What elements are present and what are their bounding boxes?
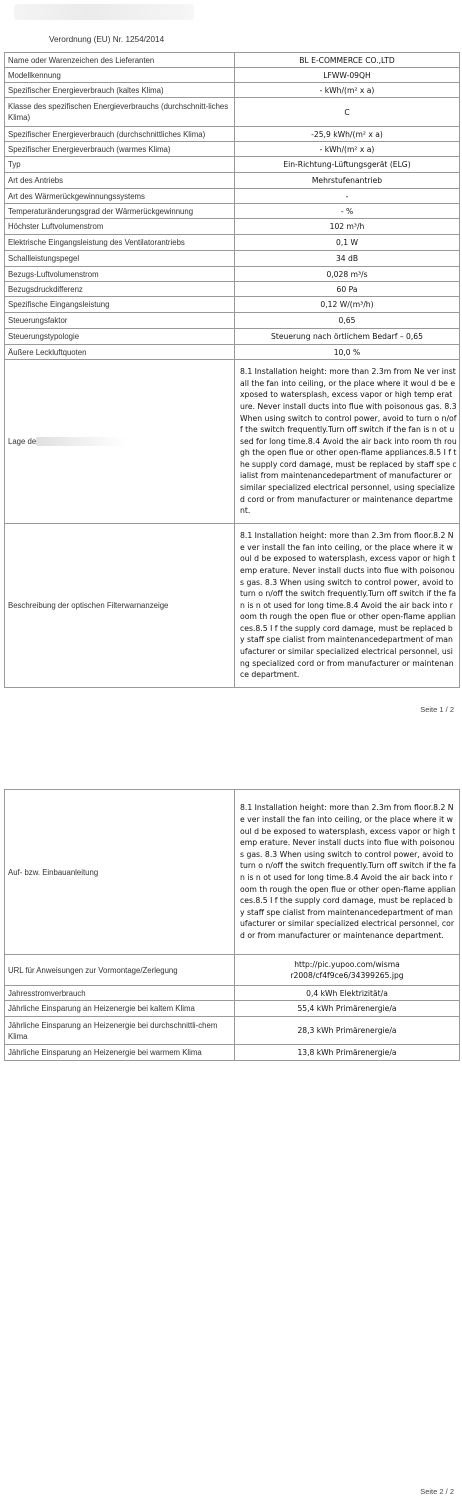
- row-value: Steuerung nach örtlichem Bedarf – 0,65: [235, 329, 460, 345]
- row-label: Schallleistungspegel: [5, 251, 235, 267]
- row-label: Spezifischer Energieverbrauch (warmes Klima): [5, 142, 235, 157]
- row-value: BL E-COMMERCE CO.,LTD: [235, 53, 460, 68]
- row-value: LFWW-09QH: [235, 68, 460, 83]
- row-label: Jährliche Einsparung an Heizenergie bei kaltem Klima: [5, 1001, 235, 1017]
- row-value: 10,0 %: [235, 345, 460, 360]
- table-row: [5, 127, 460, 142]
- row-label: Jährliche Einsparung an Heizenergie bei warmem Klima: [5, 1045, 235, 1061]
- row-label: Steuerungstypologie: [5, 329, 235, 345]
- page-number-2: Seite 2 / 2: [420, 1487, 454, 1496]
- row-value: 55,4 kWh Primärenergie/a: [235, 1001, 460, 1017]
- row-value: - kWh/(m² x a): [235, 142, 460, 157]
- table-row: [5, 83, 460, 98]
- row-label: Klasse des spezifischen Energieverbrauchs (durchschnitt-liches Klima): [5, 98, 235, 127]
- row-value: 0,12 W/(m³/h): [235, 297, 460, 313]
- table-row: [5, 98, 460, 127]
- table-row: [5, 345, 460, 360]
- row-value: -: [235, 189, 460, 204]
- table-row: [5, 68, 460, 83]
- installation-text: 8.1 Installation height: more than 2.3m from floor.8.2 Ne ver install the fan into ceiling, or the place where it woul d be exposed to watersplash, excess vapor or high temp erature. Never install ducts into flue with poisonous gas. 8.3 When using switch to control power, avoid to turn o n/off the switch frequently.Turn off switch if the fan is n ot used for long time.8.4 Avoid the air back into room th rough the open flue or other open-flame appliances.8.5 I f the supply cord damage, must be replaced by staff spe cialist from maintenancedepartment of manufacturer or similar specialized electrical personnel, cord or from manufacturer or maintenance department.: [235, 790, 460, 955]
- row-value: 0,4 kWh Elektrizität/a: [235, 986, 460, 1001]
- table-row-url: [5, 955, 460, 986]
- table-row: [5, 53, 460, 68]
- row-label: Art des Antriebs: [5, 173, 235, 189]
- table-row-location: [5, 360, 460, 524]
- row-value: Mehrstufenantrieb: [235, 173, 460, 189]
- row-label: Art des Wärmerückgewinnungssystems: [5, 189, 235, 204]
- row-label: Bezugs-Luftvolumenstrom: [5, 267, 235, 282]
- location-label: Lage de: [8, 437, 37, 446]
- table-row: [5, 282, 460, 297]
- table-row: [5, 204, 460, 219]
- row-label: Elektrische Eingangsleistung des Ventilatorantriebs: [5, 235, 235, 251]
- row-value: 28,3 kWh Primärenergie/a: [235, 1017, 460, 1045]
- row-label: Spezifische Eingangsleistung: [5, 297, 235, 313]
- table-row: [5, 142, 460, 157]
- energy-label-table-page2: [4, 789, 460, 1061]
- row-label: Jahresstromverbrauch: [5, 986, 235, 1001]
- table-row: [5, 173, 460, 189]
- location-cell: [5, 360, 235, 524]
- row-label: Spezifischer Energieverbrauch (durchschnittliches Klima): [5, 127, 235, 142]
- header-logo-blur: [14, 4, 194, 20]
- row-label: Name oder Warenzeichen des Lieferanten: [5, 53, 235, 68]
- table-row: [5, 297, 460, 313]
- row-label: Höchster Luftvolumenstrom: [5, 219, 235, 235]
- row-label: Jährliche Einsparung an Heizenergie bei durchschnittli-chem Klima: [5, 1017, 235, 1045]
- location-text: 8.1 Installation height: more than 2.3m from Ne ver install the fan into ceiling, or the place where it woul d be exposed to watersplash, excess vapor or high temp erature. Never install ducts into flue with poisonous gas. 8.3 When using switch to control power, avoid to turn o n/off the switch frequently.Turn off switch if the fan is n ot used for long time.8.4 Avoid the air back into room th rough the open flue or other open-flame appliances.8.5 I f the supply cord damage, must be replaced by staff spe cialist from maintenancedepartment of manufacturer or similar specialized electrical personnel, using specialized cord or from manufacturer or maintenance department.: [235, 360, 460, 524]
- row-value: -25,9 kWh/(m² x a): [235, 127, 460, 142]
- table-row: [5, 235, 460, 251]
- row-label: Typ: [5, 157, 235, 173]
- table-row: [5, 1001, 460, 1017]
- blurred-label-fragment: [36, 437, 126, 446]
- row-value: - kWh/(m² x a): [235, 83, 460, 98]
- row-value: 0,65: [235, 313, 460, 329]
- url-value[interactable]: http://pic.yupoo.com/wisma r2008/cf4f9ce6/34399265.jpg: [235, 955, 460, 986]
- table-row: [5, 1045, 460, 1061]
- row-value: 0,1 W: [235, 235, 460, 251]
- row-value: 102 m³/h: [235, 219, 460, 235]
- table-row-filter-warning: [5, 524, 460, 688]
- row-value: 60 Pa: [235, 282, 460, 297]
- table-row: [5, 267, 460, 282]
- regulation-title: Verordnung (EU) Nr. 1254/2014: [49, 35, 165, 44]
- row-label: Äußere Leckluftquoten: [5, 345, 235, 360]
- table-row: [5, 157, 460, 173]
- filter-warning-label: Beschreibung der optischen Filterwarnanzeige: [5, 524, 235, 688]
- row-value: Ein-Richtung-Lüftungsgerät (ELG): [235, 157, 460, 173]
- table-row: [5, 313, 460, 329]
- table-row: [5, 219, 460, 235]
- url-label: URL für Anweisungen zur Vormontage/Zerlegung: [5, 955, 235, 986]
- row-value: C: [235, 98, 460, 127]
- row-label: Steuerungsfaktor: [5, 313, 235, 329]
- row-label: Modellkennung: [5, 68, 235, 83]
- table-row-installation: [5, 790, 460, 955]
- row-label: Bezugsdruckdifferenz: [5, 282, 235, 297]
- installation-label: Auf- bzw. Einbauanleitung: [5, 790, 235, 955]
- table-row: [5, 986, 460, 1001]
- row-value: 13,8 kWh Primärenergie/a: [235, 1045, 460, 1061]
- row-value: 0,028 m³/s: [235, 267, 460, 282]
- table-row: [5, 1017, 460, 1045]
- page-number-1: Seite 1 / 2: [420, 705, 454, 714]
- row-value: 34 dB: [235, 251, 460, 267]
- table-row: [5, 251, 460, 267]
- filter-warning-text: 8.1 Installation height: more than 2.3m from floor.8.2 Ne ver install the fan into ceiling, or the place where it woul d be exposed to watersplash, excess vapor or high temp erature. Never install ducts into flue with poisonous gas. 8.3 When using switch to control power, avoid to turn o n/off the switch frequently.Turn off switch if the fan is n ot used for long time.8.4 Avoid the air back into room th rough the open flue or other open-flame appliances.8.5 I f the supply cord damage, must be replaced by staff spe cialist from maintenancedepartment of manufacturer or similar specialized electrical personnel, using specialized cord or from manufacturer or maintenance department.: [235, 524, 460, 688]
- row-label: Temperaturänderungsgrad der Wärmerückgewinnung: [5, 204, 235, 219]
- table-row: [5, 329, 460, 345]
- row-label: Spezifischer Energieverbrauch (kaltes Klima): [5, 83, 235, 98]
- energy-label-table-page1: [4, 52, 460, 688]
- table-row: [5, 189, 460, 204]
- row-value: - %: [235, 204, 460, 219]
